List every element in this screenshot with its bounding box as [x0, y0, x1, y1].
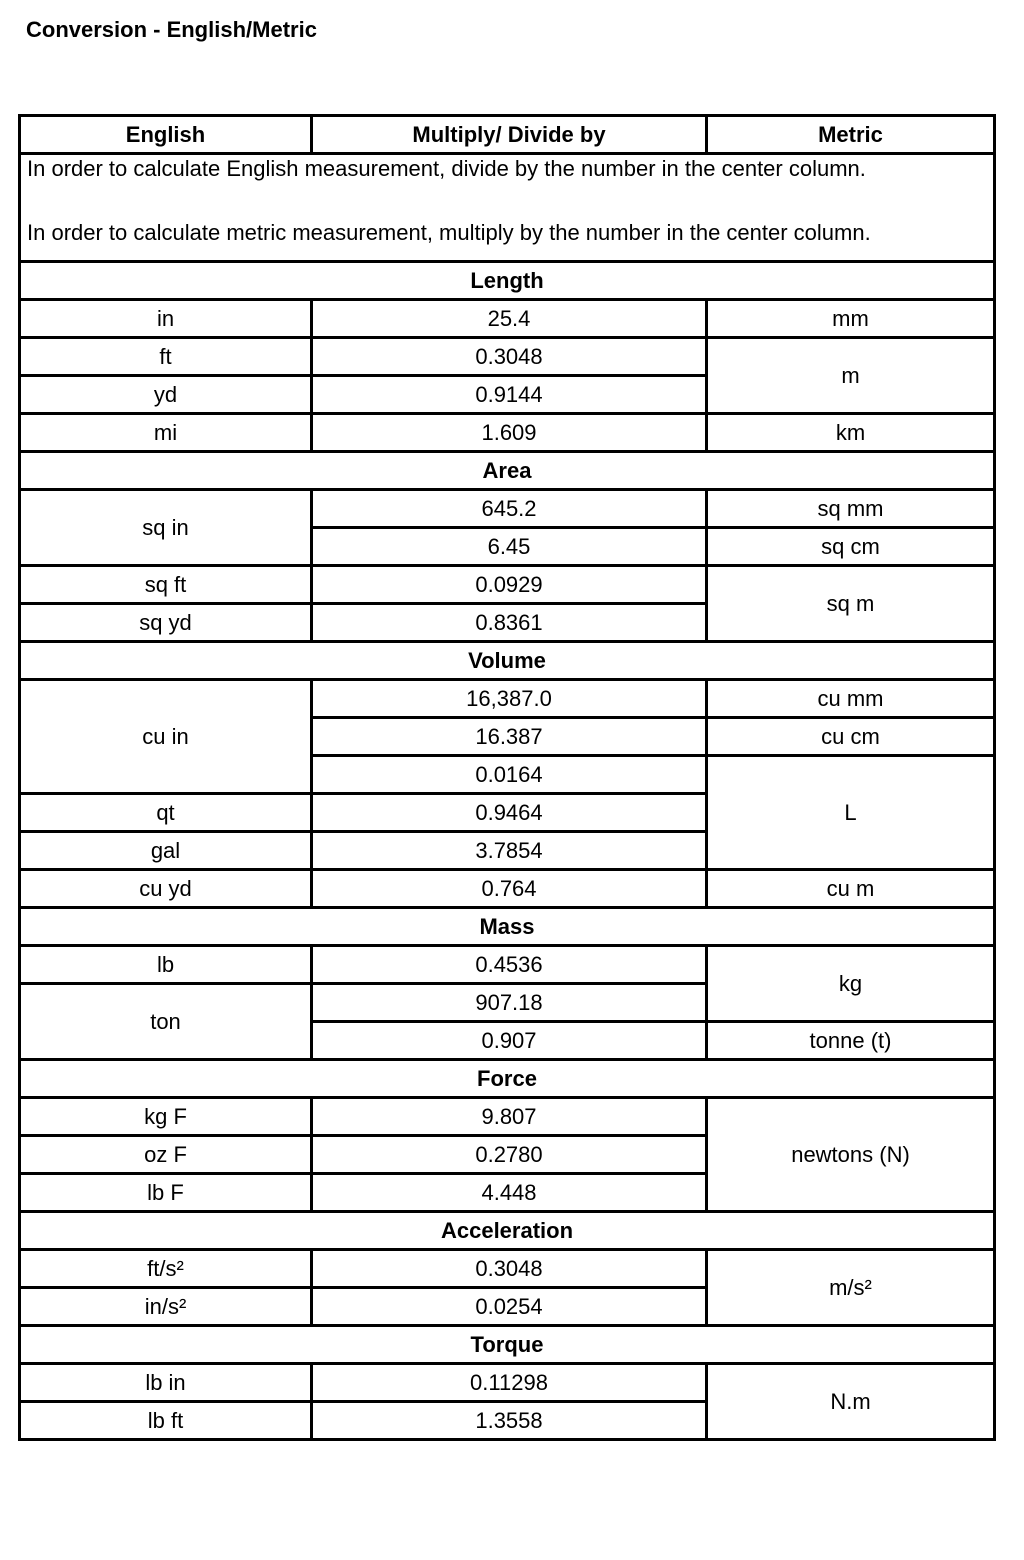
table-row [20, 338, 995, 376]
section-row [20, 452, 995, 490]
metric-unit: sq m [707, 566, 995, 642]
metric-unit: newtons (N) [707, 1098, 995, 1212]
factor-value: 9.807 [312, 1098, 707, 1136]
table-row [20, 1250, 995, 1288]
factor-value: 0.0164 [312, 756, 707, 794]
metric-unit: km [707, 414, 995, 452]
section-mass: Mass [20, 908, 995, 946]
table-row [20, 414, 995, 452]
english-unit: gal [20, 832, 312, 870]
factor-value: 0.4536 [312, 946, 707, 984]
metric-unit: cu cm [707, 718, 995, 756]
factor-value: 1.609 [312, 414, 707, 452]
note-line-divide: In order to calculate English measurement, divide by the number in the center column. [27, 156, 866, 181]
section-row [20, 1326, 995, 1364]
page-title: Conversion - English/Metric [26, 17, 317, 42]
factor-value: 0.2780 [312, 1136, 707, 1174]
english-unit: ft/s² [20, 1250, 312, 1288]
section-force: Force [20, 1060, 995, 1098]
factor-value: 0.0929 [312, 566, 707, 604]
table-row [20, 1364, 995, 1402]
english-unit: oz F [20, 1136, 312, 1174]
factor-value: 0.9464 [312, 794, 707, 832]
section-row [20, 262, 995, 300]
section-row [20, 908, 995, 946]
metric-unit: sq mm [707, 490, 995, 528]
instructions-note [20, 154, 995, 262]
table-row [20, 300, 995, 338]
note-line-multiply: In order to calculate metric measurement, multiply by the number in the center column. [27, 220, 871, 245]
factor-value: 0.11298 [312, 1364, 707, 1402]
factor-value: 1.3558 [312, 1402, 707, 1440]
factor-value: 0.3048 [312, 1250, 707, 1288]
metric-unit: mm [707, 300, 995, 338]
column-header-factor: Multiply/ Divide by [312, 116, 707, 154]
section-length: Length [20, 262, 995, 300]
factor-value: 4.448 [312, 1174, 707, 1212]
factor-value: 0.907 [312, 1022, 707, 1060]
factor-value: 16.387 [312, 718, 707, 756]
section-row [20, 1060, 995, 1098]
metric-unit: m [707, 338, 995, 414]
column-header-english: English [20, 116, 312, 154]
english-unit: lb ft [20, 1402, 312, 1440]
factor-value: 6.45 [312, 528, 707, 566]
english-unit: yd [20, 376, 312, 414]
english-unit: kg F [20, 1098, 312, 1136]
section-row [20, 1212, 995, 1250]
english-unit: in/s² [20, 1288, 312, 1326]
section-row [20, 642, 995, 680]
english-unit: mi [20, 414, 312, 452]
english-unit: lb [20, 946, 312, 984]
factor-value: 0.3048 [312, 338, 707, 376]
metric-unit: cu mm [707, 680, 995, 718]
english-unit: lb in [20, 1364, 312, 1402]
metric-unit: m/s² [707, 1250, 995, 1326]
metric-unit: kg [707, 946, 995, 1022]
metric-unit: tonne (t) [707, 1022, 995, 1060]
table-row [20, 490, 995, 528]
factor-value: 645.2 [312, 490, 707, 528]
table-row [20, 680, 995, 718]
factor-value: 0.0254 [312, 1288, 707, 1326]
metric-unit: N.m [707, 1364, 995, 1440]
english-unit: ton [20, 984, 312, 1060]
english-unit: sq ft [20, 566, 312, 604]
section-torque: Torque [20, 1326, 995, 1364]
table-row [20, 1098, 995, 1136]
factor-value: 0.764 [312, 870, 707, 908]
section-acceleration: Acceleration [20, 1212, 995, 1250]
factor-value: 907.18 [312, 984, 707, 1022]
metric-unit: cu m [707, 870, 995, 908]
english-unit: lb F [20, 1174, 312, 1212]
english-unit: cu yd [20, 870, 312, 908]
table-row [20, 870, 995, 908]
factor-value: 3.7854 [312, 832, 707, 870]
metric-unit: sq cm [707, 528, 995, 566]
metric-unit: L [707, 756, 995, 870]
english-unit: cu in [20, 680, 312, 794]
conversion-table [18, 114, 996, 1441]
table-row [20, 946, 995, 984]
english-unit: qt [20, 794, 312, 832]
factor-value: 0.9144 [312, 376, 707, 414]
english-unit: sq in [20, 490, 312, 566]
column-header-metric: Metric [707, 116, 995, 154]
english-unit: in [20, 300, 312, 338]
section-volume: Volume [20, 642, 995, 680]
english-unit: sq yd [20, 604, 312, 642]
note-row [20, 154, 995, 262]
factor-value: 0.8361 [312, 604, 707, 642]
english-unit: ft [20, 338, 312, 376]
section-area: Area [20, 452, 995, 490]
factor-value: 16,387.0 [312, 680, 707, 718]
header-row [20, 116, 995, 154]
factor-value: 25.4 [312, 300, 707, 338]
table-row [20, 566, 995, 604]
